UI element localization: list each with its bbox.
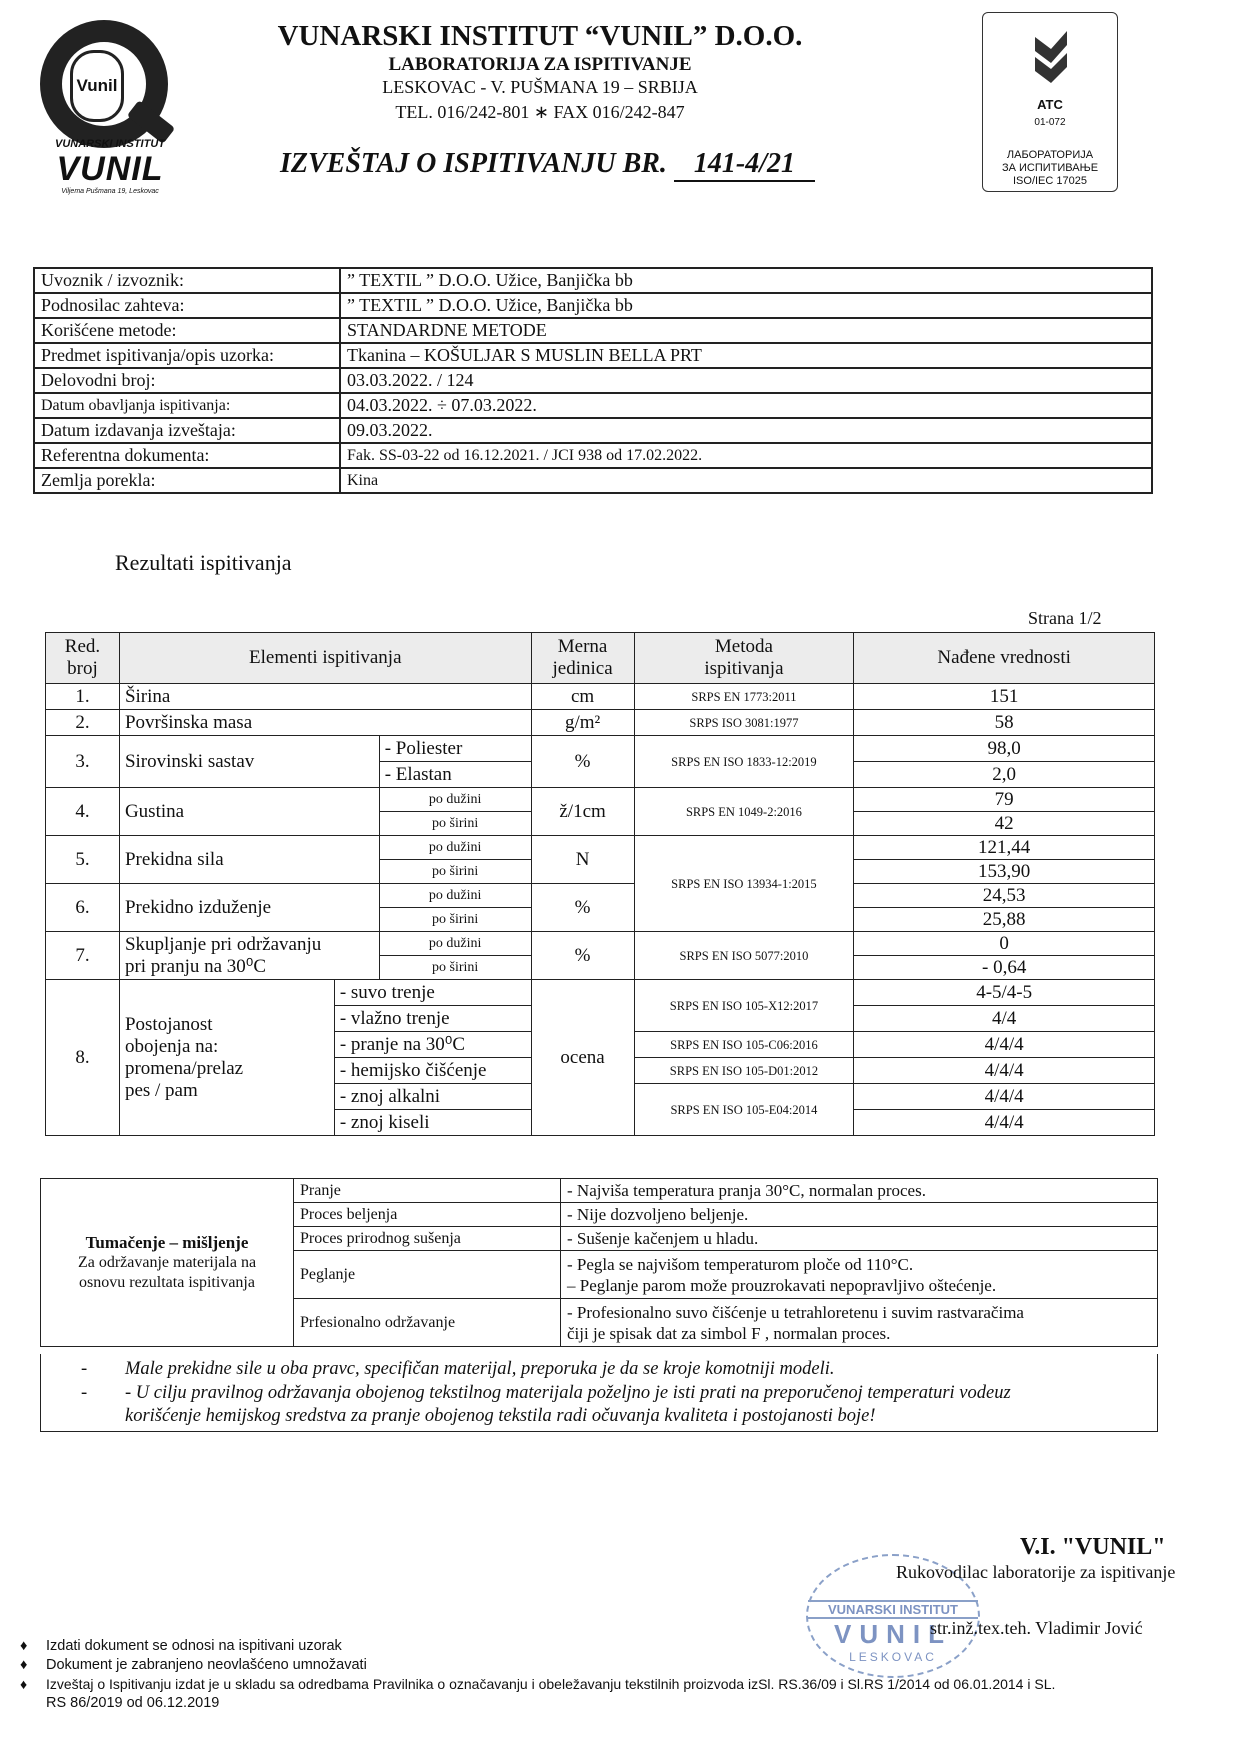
note-3: korišćenje hemijskog sredstva za pranje obojenog tekstila radi očuvanja kvaliteta i postojanosti boje! — [125, 1406, 876, 1426]
info-key: Predmet ispitivanja/opis uzorka: — [34, 343, 340, 368]
row-element: Prekidno izduženje — [119, 884, 379, 932]
row-sub: po širini — [379, 908, 531, 932]
row-sub: - vlažno trenje — [334, 1006, 531, 1032]
footer-text: Izveštaj o Ispitivanju izdat je u skladu sa odredbama Pravilnika o označavanju i obeležavanju tekstilnih proizvoda izSl. RS.36/09 i Sl.RS 1/2014 od 06.01.2014 i SL. — [46, 1676, 1056, 1692]
row-sub: - hemijsko čišćenje — [334, 1058, 531, 1084]
notes-box — [40, 1354, 1158, 1432]
row-sub: po širini — [379, 860, 531, 884]
info-value: ” TEXTIL ” D.O.O. Užice, Banjička bb — [340, 268, 1152, 293]
atc-code: ATC — [1037, 97, 1063, 112]
row-unit: N — [531, 836, 634, 884]
report-number: 141-4/21 — [674, 148, 815, 182]
footer-line-3: ♦ Izveštaj o Ispitivanju izdat je u skladu sa odredbama Pravilnika o označavanju i obeležavanju tekstilnih proizvoda izSl. RS.36/09 i Sl.RS 1/2014 od 06.01.2014 i SL. — [20, 1676, 1056, 1692]
institute-phone: TEL. 016/242-801 ∗ FAX 016/242-847 — [395, 102, 685, 122]
row-element-line-1: Skupljanje pri održavanju — [124, 933, 322, 955]
info-value: ” TEXTIL ” D.O.O. Užice, Banjička bb — [340, 293, 1152, 318]
sample-info-table — [33, 267, 1153, 494]
col-method-1: Metoda — [714, 636, 773, 657]
info-key: Referentna dokumenta: — [34, 443, 340, 468]
note-1: - Male prekidne sile u oba pravc, specifičan materijal, preporuka je da se kroje komotniji modeli. — [81, 1359, 835, 1379]
atc-line-2: ЗА ИСПИТИВАЊЕ — [1001, 162, 1099, 174]
info-value: STANDARDNE METODE — [340, 318, 1152, 343]
row-sub: po širini — [379, 956, 531, 980]
logo-brand: VUNIL — [56, 150, 164, 188]
row-sub: po dužini — [379, 836, 531, 860]
row-value: 4/4/4 — [854, 1058, 1155, 1084]
atc-line-3: ISO/IEC 17025 — [1013, 175, 1087, 187]
row-sub: - znoj alkalni — [334, 1084, 531, 1110]
col-method — [634, 633, 854, 684]
col-red: Red. — [64, 636, 101, 657]
care-title: Tumačenje – mišljenje — [85, 1232, 249, 1252]
care-value: - Nije dozvoljeno beljenje. — [561, 1203, 1158, 1227]
institute-logo — [30, 20, 190, 200]
row-sub: - Elastan — [379, 762, 531, 788]
report-prefix: IZVEŠTAJ O ISPITIVANJU BR. — [280, 148, 667, 179]
row-value: 58 — [854, 710, 1155, 736]
info-row — [34, 343, 1152, 368]
row-element: Širina — [119, 684, 531, 710]
info-key: Datum izdavanja izveštaja: — [34, 418, 340, 443]
care-key: Proces prirodnog sušenja — [294, 1227, 561, 1251]
atc-check-icon — [1031, 27, 1071, 87]
result-row — [46, 684, 1155, 710]
care-key: Prfesionalno održavanje — [294, 1299, 561, 1347]
row-method: SRPS EN ISO 105-E04:2014 — [634, 1084, 854, 1136]
care-value: - Sušenje kačenjem u hladu. — [561, 1227, 1158, 1251]
col-broj: broj — [67, 658, 98, 679]
care-sub-1: Za održavanje materijala na — [77, 1253, 257, 1271]
atc-line-1: ЛАБОРАТОРИЈА — [1006, 149, 1094, 161]
row-sub: - pranje na 30⁰C — [334, 1032, 531, 1058]
atc-lab-text — [983, 149, 1117, 188]
row-number: 1. — [46, 684, 120, 710]
row-value: 4/4 — [854, 1006, 1155, 1032]
row-element-line-4: pes / pam — [124, 1079, 198, 1101]
row-method: SRPS ISO 3081:1977 — [634, 710, 854, 736]
row-element-line-3: promena/prelaz — [124, 1057, 244, 1079]
care-value-line-1: - Pegla se najvišom temperaturom ploče od 110°C. — [567, 1254, 914, 1274]
info-value: 03.03.2022. / 124 — [340, 368, 1152, 393]
result-row — [46, 710, 1155, 736]
result-row — [46, 736, 1155, 762]
col-red-broj — [46, 633, 120, 684]
info-row — [34, 318, 1152, 343]
logo-address: Viljema Pušmana 19, Leskovac — [61, 188, 159, 195]
row-number: 4. — [46, 788, 120, 836]
footer-line-4: RS 86/2019 od 06.12.2019 — [46, 1695, 220, 1711]
row-value: 0 — [854, 932, 1155, 956]
row-value: 25,88 — [854, 908, 1155, 932]
care-row — [41, 1179, 1158, 1203]
signature-name: str.inž.tex.teh. Vladimir Jović — [930, 1618, 1143, 1638]
row-method: SRPS EN ISO 13934-1:2015 — [634, 836, 854, 932]
accreditation-badge — [982, 12, 1118, 192]
care-key: Proces beljenja — [294, 1203, 561, 1227]
row-sub: po dužini — [379, 884, 531, 908]
care-value — [561, 1251, 1158, 1299]
care-key: Peglanje — [294, 1251, 561, 1299]
row-number: 7. — [46, 932, 120, 980]
institute-address: LESKOVAC - V. PUŠMANA 19 – SRBIJA — [382, 77, 698, 97]
row-element — [119, 980, 334, 1136]
report-title — [280, 148, 815, 182]
result-row — [46, 788, 1155, 812]
row-value: 42 — [854, 812, 1155, 836]
info-value: 04.03.2022. ÷ 07.03.2022. — [340, 393, 1152, 418]
row-method: SRPS EN ISO 105-X12:2017 — [634, 980, 854, 1032]
footer-line-1: ♦ Izdati dokument se odnosi na ispitivani uzorak — [20, 1638, 342, 1654]
row-number: 3. — [46, 736, 120, 788]
atc-number: 01-072 — [1034, 117, 1066, 128]
row-method: SRPS EN 1049-2:2016 — [634, 788, 854, 836]
row-element-line-2: pri pranju na 30⁰C — [124, 955, 267, 977]
col-unit-2: jedinica — [552, 658, 613, 679]
row-element: Prekidna sila — [119, 836, 379, 884]
signature-org: V.I. "VUNIL" — [1020, 1534, 1166, 1560]
footer-text: Dokument je zabranjeno neovlašćeno umnožavati — [46, 1657, 367, 1673]
info-row — [34, 268, 1152, 293]
result-row — [46, 836, 1155, 860]
info-row — [34, 443, 1152, 468]
care-value-line-2: – Peglanje parom može prouzrokavati nepopravljivo oštećenje. — [567, 1275, 997, 1295]
row-number: 2. — [46, 710, 120, 736]
row-method: SRPS EN ISO 105-C06:2016 — [634, 1032, 854, 1058]
row-sub: - znoj kiseli — [334, 1110, 531, 1136]
care-label — [41, 1179, 294, 1347]
info-key: Zemlja porekla: — [34, 468, 340, 493]
row-unit: ocena — [531, 980, 634, 1136]
result-row — [46, 932, 1155, 956]
col-unit-1: Merna — [557, 636, 608, 657]
row-unit: cm — [531, 684, 634, 710]
row-unit: ž/1cm — [531, 788, 634, 836]
row-value: 153,90 — [854, 860, 1155, 884]
row-method: SRPS EN ISO 5077:2010 — [634, 932, 854, 980]
signature-role: Rukovodilac laboratorije za ispitivanje — [896, 1562, 1176, 1582]
row-element-line-1: Postojanost — [124, 1013, 213, 1035]
info-row — [34, 393, 1152, 418]
row-method: SRPS EN 1773:2011 — [634, 684, 854, 710]
row-unit: % — [531, 884, 634, 932]
info-value: Kina — [340, 468, 1152, 493]
care-table — [40, 1178, 1158, 1347]
row-value: 4/4/4 — [854, 1084, 1155, 1110]
row-sub: po dužini — [379, 932, 531, 956]
row-number: 5. — [46, 836, 120, 884]
col-method-2: ispitivanja — [704, 658, 784, 679]
footer-text: Izdati dokument se odnosi na ispitivani uzorak — [46, 1638, 342, 1654]
info-key: Uvoznik / izvoznik: — [34, 268, 340, 293]
info-key: Datum obavljanja ispitivanja: — [34, 393, 340, 418]
row-value: 4/4/4 — [854, 1110, 1155, 1136]
row-method: SRPS EN ISO 1833-12:2019 — [634, 736, 854, 788]
info-row — [34, 368, 1152, 393]
row-sub: - Poliester — [379, 736, 531, 762]
info-key: Korišćene metode: — [34, 318, 340, 343]
note-1-text: Male prekidne sile u oba pravc, specifičan materijal, preporuka je da se kroje komotniji modeli. — [125, 1359, 835, 1379]
row-value: 4-5/4-5 — [854, 980, 1155, 1006]
row-value: - 0,64 — [854, 956, 1155, 980]
row-value: 24,53 — [854, 884, 1155, 908]
institute-title: VUNARSKI INSTITUT “VUNIL” D.O.O. — [277, 20, 803, 52]
results-table — [45, 632, 1155, 1136]
row-sub: - suvo trenje — [334, 980, 531, 1006]
note-2: - - U cilju pravilnog održavanja obojenog tekstilnog materijala poželjno je isti prati na preporučenoj temperaturi vodeuz — [81, 1383, 1011, 1403]
row-value: 79 — [854, 788, 1155, 812]
row-element-line-2: obojenja na: — [124, 1035, 219, 1057]
care-value-line-2: čiji je spisak dat za simbol F , normalan proces. — [567, 1323, 891, 1343]
care-key: Pranje — [294, 1179, 561, 1203]
col-value: Nađene vrednosti — [854, 633, 1155, 684]
stamp-bottom: LESKOVAC — [849, 1650, 937, 1664]
stamp-top: VUNARSKI INSTITUT — [808, 1600, 978, 1619]
info-row — [34, 293, 1152, 318]
row-sub: po širini — [379, 812, 531, 836]
info-row — [34, 468, 1152, 493]
care-value — [561, 1299, 1158, 1347]
row-element: Površinska masa — [119, 710, 531, 736]
stamp-mid: VUNIL — [834, 1619, 952, 1649]
info-value: Fak. SS-03-22 od 16.12.2021. / JCI 938 od 17.02.2022. — [340, 443, 1152, 468]
col-elements: Elementi ispitivanja — [119, 633, 531, 684]
row-value: 98,0 — [854, 736, 1155, 762]
row-element: Gustina — [119, 788, 379, 836]
row-value: 121,44 — [854, 836, 1155, 860]
row-unit: % — [531, 736, 634, 788]
row-unit: % — [531, 932, 634, 980]
info-value: 09.03.2022. — [340, 418, 1152, 443]
logo-inner-text: Vunil — [70, 50, 124, 122]
row-value: 4/4/4 — [854, 1032, 1155, 1058]
result-row — [46, 980, 1155, 1006]
care-sub-2: osnovu rezultata ispitivanja — [79, 1273, 255, 1291]
row-number: 6. — [46, 884, 120, 932]
results-header-row — [46, 633, 1155, 684]
row-number: 8. — [46, 980, 120, 1136]
col-unit — [531, 633, 634, 684]
row-element: Sirovinski sastav — [119, 736, 379, 788]
care-value: - Najviša temperatura pranja 30°C, normalan proces. — [561, 1179, 1158, 1203]
info-key: Delovodni broj: — [34, 368, 340, 393]
info-key: Podnosilac zahteva: — [34, 293, 340, 318]
footer-line-2: ♦ Dokument je zabranjeno neovlašćeno umnožavati — [20, 1657, 367, 1673]
info-value: Tkanina – KOŠULJAR S MUSLIN BELLA PRT — [340, 343, 1152, 368]
result-row — [46, 884, 1155, 908]
info-row — [34, 418, 1152, 443]
logo-name: VUNARSKI INSTITUT — [55, 138, 165, 150]
row-element — [119, 932, 379, 980]
row-sub: po dužini — [379, 788, 531, 812]
page-number: Strana 1/2 — [1028, 608, 1102, 628]
note-2-text: - U cilju pravilnog održavanja obojenog tekstilnog materijala poželjno je isti prati na preporučenoj temperaturi vodeuz — [125, 1383, 1011, 1403]
lab-name: LABORATORIJA ZA ISPITIVANJE — [388, 54, 692, 75]
row-unit: g/m² — [531, 710, 634, 736]
row-value: 2,0 — [854, 762, 1155, 788]
row-method: SRPS EN ISO 105-D01:2012 — [634, 1058, 854, 1084]
results-heading: Rezultati ispitivanja — [115, 550, 292, 575]
row-value: 151 — [854, 684, 1155, 710]
care-value-line-1: - Profesionalno suvo čišćenje u tetrahloretenu i suvim rastvaračima — [567, 1302, 1024, 1322]
